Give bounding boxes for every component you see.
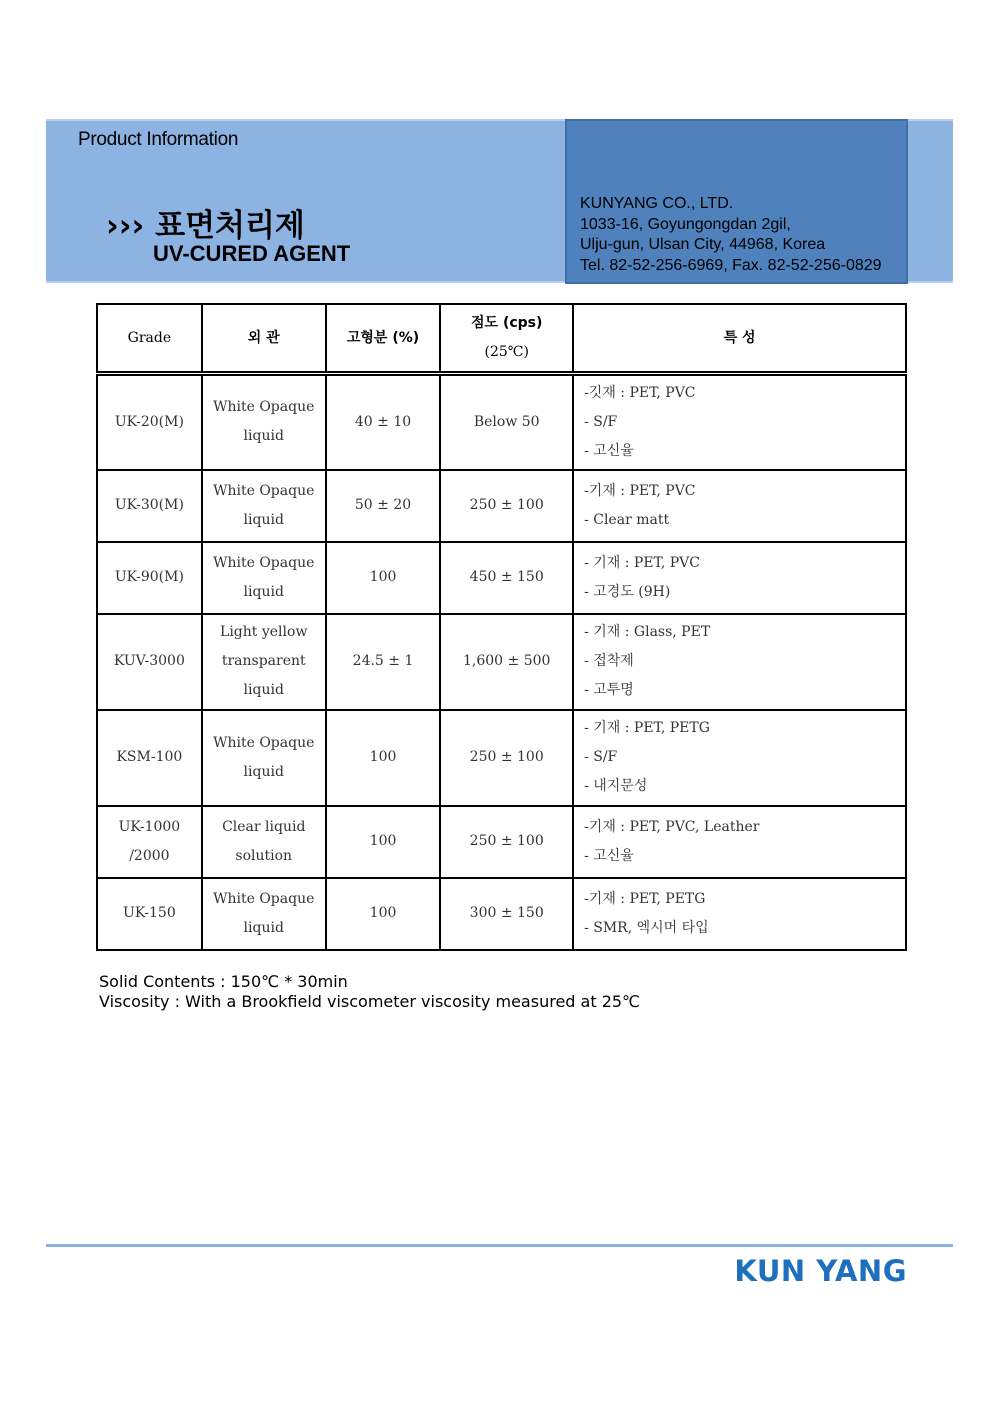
cell-appearance-line: solution (235, 847, 293, 864)
cell-appearance-line: transparent (221, 653, 306, 669)
note-viscosity: Viscosity : With a Brookfield viscometer viscosity measured at 25℃ (99, 992, 641, 1011)
notes (99, 972, 640, 1012)
cell-grade-line: UK-1000 (118, 818, 181, 835)
cell-grade (97, 806, 202, 878)
cell-features (573, 542, 906, 614)
cell-solid-line: 100 (369, 905, 397, 921)
cell-features-line: -깃재 : PET, PVC (584, 384, 696, 401)
cell-solid (326, 614, 441, 710)
cell-viscosity-line: 450 ± 150 (469, 569, 544, 585)
cell-viscosity (440, 806, 573, 878)
cell-features-line: - SMR, 엑시머 타입 (584, 919, 709, 936)
cell-features-line: - Clear matt (584, 511, 670, 528)
cell-solid (326, 878, 441, 950)
cell-grade (97, 614, 202, 710)
cell-grade (97, 374, 202, 470)
cell-appearance-line: White Opaque (213, 734, 315, 751)
cell-viscosity-line: 1,600 ± 500 (463, 653, 551, 669)
company-contact: Tel. 82-52-256-6969, Fax. 82-52-256-0829 (580, 256, 882, 274)
cell-features-line: - S/F (584, 749, 618, 765)
cell-features (573, 470, 906, 542)
cell-features-line: - S/F (584, 413, 618, 430)
cell-appearance (202, 470, 326, 542)
cell-solid (326, 374, 441, 470)
cell-solid-line: 100 (369, 569, 397, 585)
cell-features-line: - 고투명 (584, 682, 634, 698)
cell-solid-line: 100 (369, 833, 397, 849)
cell-solid (326, 710, 441, 806)
cell-appearance-line: Clear liquid (222, 818, 306, 835)
cell-viscosity (440, 542, 573, 614)
cell-viscosity-line: 250 ± 100 (469, 833, 544, 849)
product-spec-table (96, 303, 907, 951)
page-title-korean: ››› 표면처리제 (106, 208, 305, 244)
cell-grade (97, 710, 202, 806)
cell-grade (97, 878, 202, 950)
cell-features-line: - 기재 : Glass, PET (584, 624, 711, 640)
cell-appearance-line: liquid (243, 583, 284, 600)
cell-features-line: -기재 : PET, PVC, Leather (584, 818, 760, 835)
cell-solid (326, 542, 441, 614)
cell-grade (97, 470, 202, 542)
cell-features-line: - 접착제 (584, 653, 634, 669)
cell-features-line: - 내지문성 (584, 778, 648, 794)
table-row (97, 806, 906, 878)
cell-viscosity (440, 374, 573, 470)
cell-grade (97, 542, 202, 614)
cell-appearance-line: liquid (243, 428, 284, 445)
cell-appearance (202, 374, 326, 470)
section-label: Product Information (78, 129, 239, 150)
cell-solid-line: 100 (369, 749, 397, 765)
table-header-row (97, 304, 906, 374)
cell-appearance (202, 806, 326, 878)
cell-appearance (202, 710, 326, 806)
header-features: 특 성 (573, 304, 906, 374)
cell-features (573, 614, 906, 710)
cell-features-line: - 고경도 (9H) (584, 583, 671, 600)
cell-appearance-line: liquid (243, 511, 284, 528)
cell-appearance (202, 614, 326, 710)
cell-grade-line: KSM-100 (116, 749, 183, 765)
cell-viscosity-line: 300 ± 150 (469, 905, 544, 921)
cell-grade-line: UK-90(M) (114, 569, 184, 585)
footer-brand-logo: KUN YANG (734, 1254, 907, 1288)
cell-grade-line: KUV-3000 (113, 653, 185, 669)
cell-appearance-line: White Opaque (213, 554, 315, 571)
header-solid-content: 고형분 (%) (326, 304, 441, 374)
cell-grade-line: UK-150 (123, 905, 176, 921)
table-row (97, 878, 906, 950)
cell-solid-line: 24.5 ± 1 (352, 653, 414, 669)
cell-features (573, 710, 906, 806)
cell-grade-line: UK-30(M) (114, 497, 184, 513)
table-row (97, 614, 906, 710)
cell-appearance (202, 878, 326, 950)
company-name: KUNYANG CO., LTD. (580, 195, 734, 212)
header-viscosity-line2: (25℃) (484, 344, 529, 360)
company-address (580, 194, 882, 276)
cell-viscosity (440, 470, 573, 542)
cell-features-line: -기재 : PET, PVC (584, 482, 696, 499)
cell-solid (326, 806, 441, 878)
cell-grade-line: UK-20(M) (114, 413, 184, 430)
table-row (97, 710, 906, 806)
cell-appearance (202, 542, 326, 614)
table-row (97, 542, 906, 614)
cell-features (573, 806, 906, 878)
cell-appearance-line: Light yellow (220, 624, 308, 640)
cell-solid-line: 40 ± 10 (354, 413, 412, 430)
header-grade: Grade (97, 304, 202, 374)
page-title-english: UV-CURED AGENT (153, 241, 351, 266)
note-solid-contents: Solid Contents : 150℃ * 30min (99, 972, 348, 991)
cell-features-line: - 고신율 (584, 847, 634, 864)
cell-appearance-line: liquid (243, 919, 284, 936)
company-street: 1033-16, Goyungongdan 2gil, (580, 215, 791, 233)
cell-appearance-line: liquid (243, 682, 284, 698)
footer-divider (46, 1244, 953, 1247)
header-viscosity-line1: 점도 (cps) (471, 315, 543, 331)
header-viscosity (440, 304, 573, 374)
cell-solid-line: 50 ± 20 (354, 497, 412, 513)
cell-appearance-line: White Opaque (213, 890, 315, 907)
cell-viscosity-line: 250 ± 100 (469, 497, 544, 513)
cell-features-line: - 기재 : PET, PVC (584, 554, 700, 571)
cell-appearance-line: White Opaque (213, 399, 315, 416)
cell-features (573, 878, 906, 950)
cell-features-line: - 고신율 (584, 442, 634, 459)
cell-grade-line: /2000 (129, 847, 170, 864)
cell-features-line: - 기재 : PET, PETG (584, 720, 710, 736)
table-row (97, 374, 906, 470)
cell-appearance-line: White Opaque (213, 482, 315, 499)
cell-viscosity (440, 614, 573, 710)
cell-viscosity-line: Below 50 (473, 413, 540, 430)
cell-viscosity-line: 250 ± 100 (469, 749, 544, 765)
company-city: Ulju-gun, Ulsan City, 44968, Korea (580, 236, 826, 253)
cell-appearance-line: liquid (243, 763, 284, 780)
table-row (97, 470, 906, 542)
header-appearance: 외 관 (202, 304, 326, 374)
cell-solid (326, 470, 441, 542)
cell-features (573, 374, 906, 470)
cell-viscosity (440, 710, 573, 806)
cell-viscosity (440, 878, 573, 950)
cell-features-line: -기재 : PET, PETG (584, 890, 706, 907)
